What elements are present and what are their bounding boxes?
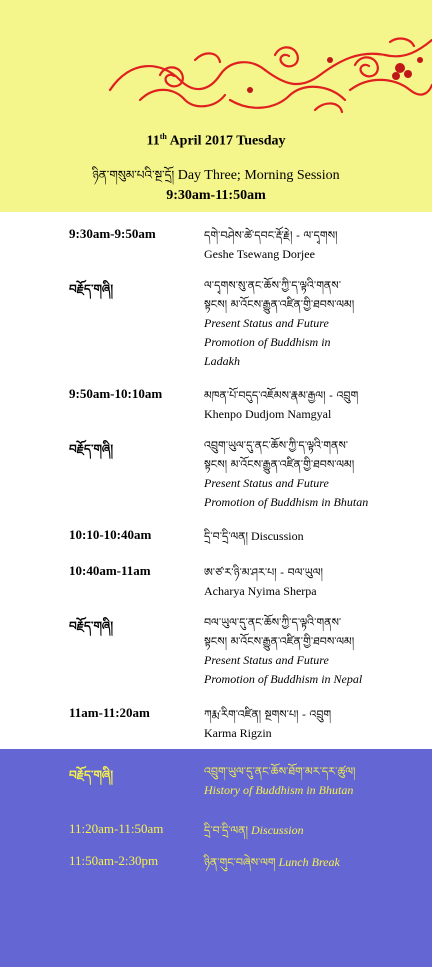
row-description: བལ་ཡུལ་དུ་ནང་ཆོས་ཀྱི་ད་ལྟའི་གནས་ སྟངས། མ་འོངས་རྒྱུན་འཛིན་གྱི་ཐབས་ལམ། Present Status and Future Promotion of Buddhism in Nepal (204, 616, 363, 686)
time-label: 9:30am-9:50am (69, 226, 156, 241)
topic-label: བརྗོད་གཞི། (69, 768, 113, 782)
session-heading: ཉིན་གསུམ་པའི་སྔ་དྲོ། Day Three; Morning Session 9:30am-11:50am (0, 165, 432, 206)
time-label: 11:50am-2:30pm (69, 853, 159, 868)
row-description: ལ་དྭགས་སུ་ནང་ཆོས་ཀྱི་ད་ལྟའི་གནས་ སྟངས། མ་འོངས་རྒྱུན་འཛིན་གྱི་ཐབས་ལམ། Present Status and Future Promotion of Buddhism in Ladakh (204, 279, 355, 368)
topic-label: བརྗོད་གཞི། (69, 442, 113, 456)
date-heading: 11th April 2017 Tuesday (146, 132, 286, 149)
row-description: ཉིན་གུང་བཞེས་ལག Lunch Break (204, 855, 340, 869)
session-time: 9:30am-11:50am (166, 188, 266, 203)
time-label: 9:50am-10:10am (69, 386, 163, 401)
row-description: ཨ་ཙ་ར་ཉི་མ་ཤར་པ། - བལ་ཡུལ། Acharya Nyima Sherpa (204, 566, 323, 598)
header-panel (0, 0, 432, 212)
row-description: དྲི་བ་དྲི་ལན། Discussion (204, 823, 304, 837)
row-description: འབྲུག་ཡུལ་དུ་ནང་ཆོས་ཀྱི་ད་ལྟའི་གནས་ སྟངས། མ་འོངས་རྒྱུན་འཛིན་གྱི་ཐབས་ལམ། Present Status and Future Promotion of Buddhism in Bhutan (204, 439, 369, 509)
time-label: 10:10-10:40am (69, 527, 152, 542)
time-label: 11:20am-11:50am (69, 821, 164, 836)
row-description: ཀརྨ་རིག་འཛིན། སྔགས་པ། - འབྲུག Karma Rigzin (204, 708, 332, 740)
row-description: འབྲུག་ཡུལ་དུ་ནང་ཆོས་ཐོག་མར་དར་ཚུལ། History of Buddhism in Bhutan (204, 765, 356, 797)
time-label: 10:40am-11am (69, 563, 151, 578)
row-description: དགེ་བཤེས་ཚེ་དབང་རྡོ་རྗེ། - ལ་དྭགས། Geshe Tsewang Dorjee (204, 229, 338, 261)
row-description: དྲི་བ་དྲི་ལན། Discussion (204, 529, 304, 543)
topic-label: བརྗོད་གཞི། (69, 619, 113, 633)
time-label: 11am-11:20am (69, 705, 150, 720)
row-description: མཁན་པོ་བདུད་འཇོམས་རྣམ་རྒྱལ། - འབྲུག Khenpo Dudjom Namgyal (204, 389, 359, 421)
ornament-icon (100, 30, 432, 122)
topic-label: བརྗོད་གཞི། (69, 282, 113, 296)
